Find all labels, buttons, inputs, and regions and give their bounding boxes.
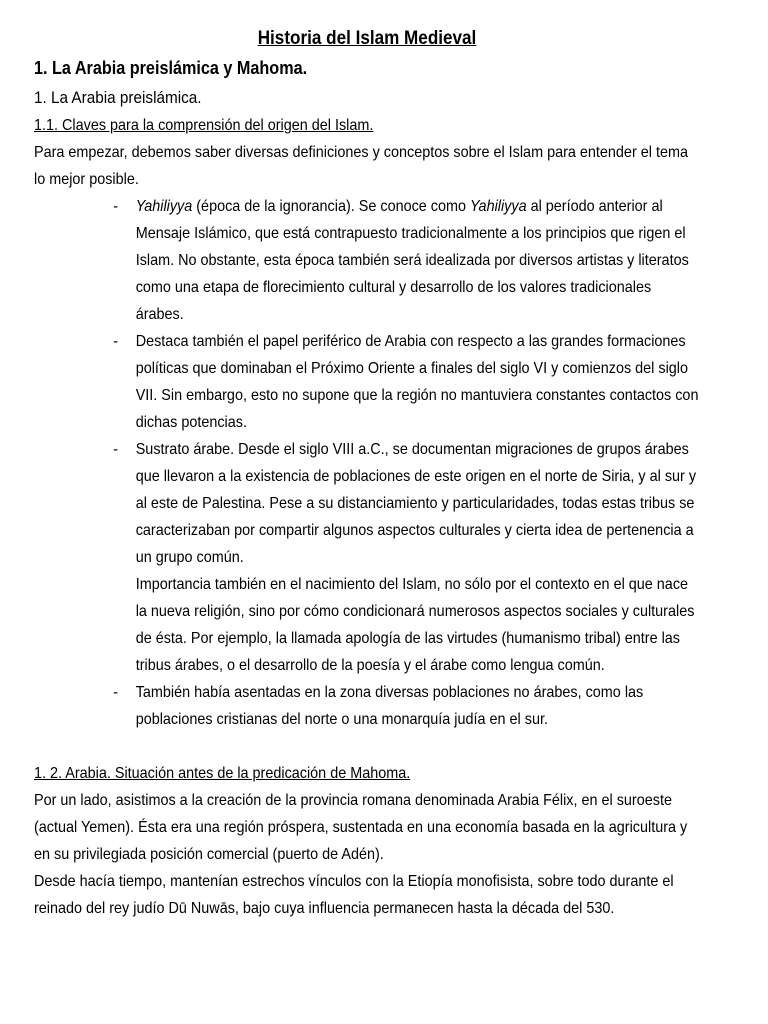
bullet-dash: - — [113, 684, 118, 701]
list-item — [34, 436, 700, 571]
list-item-text: (época de la ignorancia). Se conoce como — [192, 198, 471, 215]
list-item-text: Destaca también el papel periférico de Arabia con respecto a las grandes formaciones políticas que dominaban el Próximo Oriente a finales del siglo VI y comienzos del siglo VII. Sin embargo, esto no supone que la región no mantuviera constantes contactos con dichas potencias. — [135, 333, 699, 431]
bullet-dash: - — [113, 333, 118, 350]
document-title: Historia del Islam Medieval — [257, 28, 477, 49]
paragraph-etiopia: Desde hacía tiempo, mantenían estrechos vínculos con la Etiopía monofisista, sobre todo durante el reinado del rey judío Dū Nuwās, bajo cuya influencia permanecen hasta la década del 530. — [34, 873, 674, 917]
paragraph-arabia-felix: Por un lado, asistimos a la creación de la provincia romana denominada Arabia Félix, en el suroeste (actual Yemen). Ésta era una región próspera, sustentada en una economía basada en la agricultura y en su privilegiada posición comercial (puerto de Adén). — [34, 792, 688, 863]
term-yahiliyya: Yahiliyya — [135, 198, 193, 215]
list-item — [34, 328, 700, 436]
chapter-heading: 1. La Arabia preislámica y Mahoma. — [34, 58, 308, 78]
concept-list — [34, 193, 700, 571]
section-heading: 1. La Arabia preislámica. — [34, 88, 202, 107]
document-page — [34, 24, 700, 922]
list-item-text: También había asentadas en la zona diversas poblaciones no árabes, como las poblaciones cristianas del norte o una monarquía judía en el sur. — [135, 684, 644, 728]
concept-list-end — [34, 679, 700, 733]
list-item-text: al período anterior al Mensaje Islámico, que está contrapuesto tradicionalmente a los principios que rigen el Islam. No obstante, esta época también será idealizada por diversos artistas y literatos como una etapa de florecimiento cultural y desarrollo de los valores tradicionales árabes. — [135, 198, 689, 323]
term-yahiliyya-repeat: Yahiliyya — [470, 198, 527, 215]
continuation-paragraph: Importancia también en el nacimiento del Islam, no sólo por el contexto en el que nace la nueva religión, sino por cómo condicionará numerosos aspectos sociales y culturales de ésta. Por ejemplo, la llamada apología de las virtudes (humanismo tribal) entre las tribus árabes, o el desarrollo de la poesía y el árabe como lengua común. — [135, 576, 695, 674]
subsection-title-1-1: 1.1. Claves para la comprensión del origen del Islam. — [34, 117, 374, 134]
list-item — [34, 193, 700, 328]
blank-line — [34, 733, 700, 760]
list-item-text: Sustrato árabe. Desde el siglo VIII a.C., se documentan migraciones de grupos árabes que llevaron a la existencia de poblaciones de este origen en el norte de Siria, y al sur y al este de Palestina. Pese a su distanciamiento y particularidades, todas estas tribus se caracterizaban por compartir algunos aspectos culturales y cierta idea de pertenencia a un grupo común. — [135, 441, 697, 566]
subsection-title-1-2: 1. 2. Arabia. Situación antes de la predicación de Mahoma. — [34, 765, 411, 782]
bullet-dash: - — [113, 441, 118, 458]
list-item — [34, 679, 700, 733]
intro-paragraph: Para empezar, debemos saber diversas definiciones y conceptos sobre el Islam para entender el tema lo mejor posible. — [34, 144, 688, 188]
bullet-dash: - — [113, 198, 118, 215]
